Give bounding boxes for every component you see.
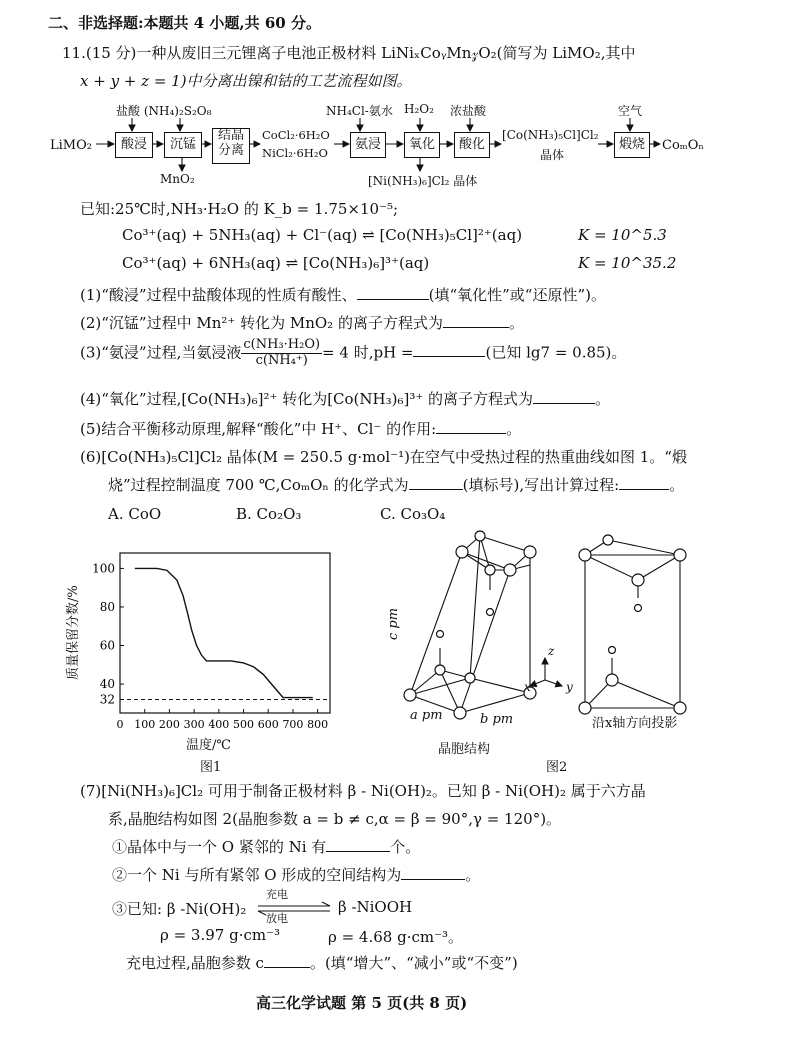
fig2-axis-y: y (566, 680, 573, 694)
question-5 (80, 418, 521, 439)
q7-s4-blank[interactable] (264, 967, 310, 968)
q11-intro-line1: 11.(15 分)一种从废旧三元锂离子电池正极材料 LiNiₓCoᵧMn𝓏O₂(简写为 LiMO₂,其中 (62, 44, 636, 62)
q3-denominator: c(NH₄⁺) (255, 352, 308, 368)
q7-s4-end: 。(填“增大”、“减小”或“不变”) (309, 954, 518, 972)
air-label: 空气 (618, 104, 643, 118)
fig2-proj-caption: 沿x轴方向投影 (592, 716, 678, 731)
fig2-crystal-diagram (390, 530, 760, 730)
q1-answer-blank[interactable] (357, 299, 429, 300)
y-tick-label: 40 (99, 677, 115, 692)
option-c: C. Co₃O₄ (380, 505, 446, 523)
q7-s1-text: ①晶体中与一个 O 紧邻的 Ni 有 (112, 838, 327, 856)
mn-precip-box: 沉锰 (164, 132, 202, 158)
q7-line2: 系,晶胞结构如图 2(晶胞参数 a = b ≠ c,α = β = 90°,γ = 120°)。 (108, 810, 562, 828)
ammonia-reagent-label: NH₄Cl-氨水 (326, 104, 393, 118)
q7-line1: (7)[Ni(NH₃)₆]Cl₂ 可用于制备正极材料 β - Ni(OH)₂。已知 β - Ni(OH)₂ 属于六方晶 (80, 782, 646, 800)
q7-sub4 (126, 952, 518, 973)
end-product: CoₘOₙ (662, 138, 705, 153)
conc-hcl-label: 浓盐酸 (450, 104, 487, 118)
cocl2-product: CoCl₂·6H₂O (262, 128, 330, 142)
question-4 (80, 388, 610, 409)
q3-text: (3)“氨浸”过程,当氨浸液 (80, 343, 242, 362)
q6-calc-blank[interactable] (619, 489, 669, 490)
q5-answer-blank[interactable] (436, 433, 506, 434)
question-6-line2 (108, 474, 684, 495)
y-tick-label: 100 (92, 561, 115, 576)
q3-mid: = 4 时,pH = (322, 343, 414, 362)
y-tick-label: 60 (99, 638, 115, 653)
fig2-cell-caption: 晶胞结构 (438, 742, 491, 757)
q7-charge-label: 充电 (266, 888, 288, 901)
question-6-line1: (6)[Co(NH₃)₅Cl]Cl₂ 晶体(M = 250.5 g·mol⁻¹)在空气中受热过程的热重曲线如图 1。“煅 (80, 448, 687, 466)
q4-end: 。 (595, 390, 611, 408)
fig2-b-label: b pm (480, 712, 514, 727)
option-b: B. Co₂O₃ (236, 505, 302, 523)
q7-s4-text: 充电过程,晶胞参数 c (126, 954, 264, 972)
fig2-caption: 图2 (546, 760, 568, 775)
q1-text: (1)“酸浸”过程中盐酸体现的性质有酸性、 (80, 286, 357, 304)
oxidation-box: 氧化 (404, 132, 440, 158)
mno2-byproduct: MnO₂ (160, 172, 195, 186)
q7-s1-end: 个。 (390, 838, 421, 856)
q7-sub3-left: ③已知: β -Ni(OH)₂ (112, 900, 247, 918)
question-2 (80, 312, 524, 333)
equilibrium-1: Co³⁺(aq) + 5NH₃(aq) + Cl⁻(aq) ⇌ [Co(NH₃)₅Cl]²⁺(aq) (122, 226, 523, 244)
x-tick-label: 700 (282, 718, 304, 731)
q7-s1-blank[interactable] (326, 851, 390, 852)
crystallize-label: 结晶 (217, 128, 244, 143)
separate-label: 分离 (217, 142, 244, 158)
q7-rho2: ρ = 4.68 g·cm⁻³。 (328, 928, 464, 946)
equilibrium-2-k: K = 10^35.2 (578, 254, 677, 272)
q7-discharge-label: 放电 (266, 912, 288, 925)
calcine-box: 煅烧 (614, 132, 650, 158)
q7-equilibrium-arrow (256, 902, 336, 916)
acid-reagents-label: 盐酸 (NH₄)₂S₂O₈ (116, 104, 212, 118)
known-kb: 已知:25℃时,NH₃·H₂O 的 K_b = 1.75×10⁻⁵; (80, 200, 399, 218)
option-a: A. CoO (108, 505, 162, 523)
q2-text: (2)“沉锰”过程中 Mn²⁺ 转化为 MnO₂ 的离子方程式为 (80, 314, 443, 332)
q6-text-b: (填标号),写出计算过程: (462, 476, 620, 494)
q3-numerator: c(NH₃·H₂O) (243, 337, 321, 352)
ni-complex-byproduct: [Ni(NH₃)₆]Cl₂ 晶体 (368, 174, 478, 188)
q2-answer-blank[interactable] (443, 327, 509, 328)
q6-formula-blank[interactable] (409, 489, 463, 490)
h2o2-label: H₂O₂ (404, 102, 434, 116)
question-3 (80, 338, 626, 369)
q6-text-a: 烧”过程控制温度 700 ℃,CoₘOₙ 的化学式为 (108, 476, 409, 494)
page-footer: 高三化学试题 第 5 页(共 8 页) (256, 994, 468, 1012)
fig1-xlabel: 温度/℃ (186, 738, 231, 753)
fig1-ylabel-wrap (62, 475, 81, 680)
fig1-caption: 图1 (200, 760, 222, 775)
co-complex-product: [Co(NH₃)₅Cl]Cl₂ (502, 128, 599, 142)
tg-curve (135, 568, 313, 697)
y-tick-label: 80 (99, 599, 115, 614)
acidify-box: 酸化 (454, 132, 490, 158)
q3-answer-blank[interactable] (413, 356, 485, 357)
fig1-ylabel: 质量保留分数/% (66, 585, 81, 680)
equilibrium-2: Co³⁺(aq) + 6NH₃(aq) ⇌ [Co(NH₃)₆]³⁺(aq) (122, 254, 430, 272)
acid-leach-box: 酸浸 (115, 132, 153, 158)
flow-arrows (0, 0, 800, 200)
x-tick-label: 200 (158, 718, 180, 731)
x-tick-label: 100 (134, 718, 156, 731)
x-tick-label: 500 (233, 718, 255, 731)
q7-sub1 (112, 836, 420, 857)
crystal-label: 晶体 (540, 148, 565, 162)
q7-s2-text: ②一个 Ni 与所有紧邻 O 形成的空间结构为 (112, 866, 402, 884)
equilibrium-1-k: K = 10^5.3 (578, 226, 667, 244)
x-tick-label: 300 (183, 718, 205, 731)
x-tick-label: 0 (116, 718, 124, 731)
q7-rho1: ρ = 3.97 g·cm⁻³ (160, 926, 281, 944)
q7-s2-blank[interactable] (401, 879, 465, 880)
y-tick-label: 32 (99, 692, 115, 707)
q7-s2-end: 。 (465, 866, 481, 884)
x-tick-label: 800 (307, 718, 329, 731)
section-header: 二、非选择题:本题共 4 小题,共 60 分。 (48, 14, 321, 32)
plot-frame (120, 553, 330, 713)
q3-end: (已知 lg7 = 0.85)。 (485, 343, 627, 362)
nicl2-product: NiCl₂·6H₂O (262, 146, 328, 160)
q3-ratio-fraction (241, 338, 322, 369)
q7-sub2 (112, 864, 480, 885)
fig1-tg-chart (90, 545, 350, 745)
q4-text: (4)“氧化”过程,[Co(NH₃)₆]²⁺ 转化为[Co(NH₃)₆]³⁺ 的离子方程式为 (80, 390, 534, 408)
x-tick-label: 400 (208, 718, 230, 731)
q5-text: (5)结合平衡移动原理,解释“酸化”中 H⁺、Cl⁻ 的作用: (80, 420, 437, 438)
q1-end: (填“氧化性”或“还原性”)。 (428, 286, 606, 304)
fig2-c-label: c pm (386, 607, 401, 640)
q11-intro-line2: x + y + z = 1)中分离出镍和钴的工艺流程如图。 (80, 72, 412, 90)
q4-answer-blank[interactable] (533, 403, 595, 404)
question-1 (80, 284, 606, 305)
ammonia-leach-box: 氨浸 (350, 132, 386, 158)
start-material: LiMO₂ (50, 138, 92, 153)
fig2-axis-x: x (524, 680, 531, 694)
q5-end: 。 (506, 420, 522, 438)
fig2-axis-z: z (548, 644, 555, 658)
q2-end: 。 (508, 314, 524, 332)
x-tick-label: 600 (257, 718, 279, 731)
fig2-a-label: a pm (410, 708, 443, 723)
q7-sub3-right: β -NiOOH (338, 898, 413, 916)
q6-end: 。 (669, 476, 685, 494)
